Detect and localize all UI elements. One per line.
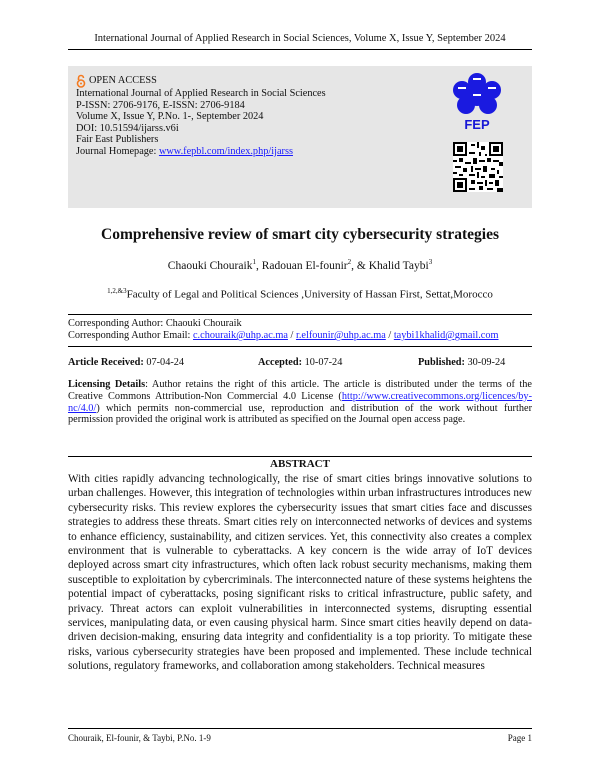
author-1: Chaouki Chouraik — [167, 259, 253, 272]
corresponding-emails — [68, 330, 499, 342]
licensing-text-1: : Author retains the right of this article. The article is distributed under the terms of the Creative Commons Attribution-Non Commercial 4.0 License ( — [68, 379, 532, 402]
publisher: Fair East Publishers — [76, 134, 159, 146]
published-label: Published: — [418, 357, 468, 368]
affiliation-text: Faculty of Legal and Political Sciences ,University of Hassan First, Settat,Morocco — [126, 288, 493, 301]
footer-rule — [68, 728, 532, 729]
accepted-label: Accepted: — [258, 357, 305, 368]
author-3: , & Khalid Taybi — [351, 259, 429, 272]
qr-code-icon — [453, 142, 503, 192]
email-link-1[interactable]: c.chouraik@uhp.ac.ma — [192, 330, 288, 341]
affiliation-sup: 1,2,&3 — [107, 287, 127, 295]
doi: DOI: 10.51594/ijarss.v6i — [76, 122, 179, 134]
author-1-sup: 1 — [252, 258, 256, 266]
abstract-text: With cities rapidly advancing technologically, the rise of smart cities brings innovative solutions to urban challenges. However, this integration of technologies within urban infrastructures introduces new cybersecurity risks. This review explores the cybersecurity issues that smart cities face and discusses strategies to address these threats. Smart cities rely on interconnected networks of devices and systems to enhance efficiency, sustainability, and citizen services. Yet, this connectivity also creates a complex environment that is vulnerable to cyberattacks. A key concern is the wide array of IoT devices deployed across smart city infrastructures, which often lack robust security mechanisms, making them susceptible to exploitation by cybercriminals. The interconnected nature of these systems heightens the potential impact of cyberattacks, posing significant risks to critical infrastructure, public safety, and privacy. Threat actors can exploit vulnerabilities in interconnected systems, disrupting essential services, manipulating data, or even causing physical harm. Since smart cities heavily depend on data-driven decision-making, ensuring data integrity and confidentiality is a top priority. To mitigate these risks, various cybersecurity strategies have been proposed and implemented. These include technical solutions, regulatory frameworks, and collaboration among stakeholders. Technical measures — [68, 473, 533, 673]
corresponding-block — [68, 318, 499, 342]
journal-info — [76, 74, 326, 158]
corresponding-bottom-rule — [68, 346, 532, 347]
journal-name: International Journal of Applied Research in Social Sciences — [76, 88, 326, 99]
licensing-label: Licensing Details — [68, 379, 146, 390]
date-received — [68, 357, 184, 368]
email-link-3[interactable]: taybi1khalid@gmail.com — [393, 330, 499, 341]
affiliation — [0, 287, 600, 301]
running-head: International Journal of Applied Research in Social Sciences, Volume X, Issue Y, September 2024 — [94, 33, 506, 44]
license-link[interactable]: http://www.creativecommons.org/licences/by-nc/4.0/ — [68, 390, 532, 414]
date-accepted — [258, 357, 342, 368]
issn: P-ISSN: 2706-9176, E-ISSN: 2706-9184 — [76, 99, 245, 111]
open-access-icon — [76, 74, 86, 88]
author-line — [0, 258, 600, 272]
email-label: Corresponding Author Email: — [68, 330, 193, 341]
author-3-sup: 3 — [428, 258, 433, 266]
open-access-label: OPEN ACCESS — [89, 75, 157, 87]
email-sep-2: / — [385, 330, 394, 341]
received-label: Article Received: — [68, 357, 147, 368]
paper-title: Comprehensive review of smart city cybersecurity strategies — [101, 226, 499, 243]
received-value: 07-04-24 — [146, 357, 185, 368]
date-published — [418, 357, 505, 368]
corresponding-top-rule — [68, 314, 532, 315]
page-number: Page 1 — [507, 733, 532, 743]
email-sep-1: / — [287, 330, 296, 341]
published-value: 30-09-24 — [467, 357, 506, 368]
licensing-details — [68, 379, 532, 426]
header-rule — [68, 49, 532, 50]
email-link-2[interactable]: r.elfounir@uhp.ac.ma — [295, 330, 386, 341]
homepage-label: Journal Homepage: — [76, 145, 159, 157]
author-2: , Radouan El-founir — [255, 259, 348, 272]
abstract-heading: ABSTRACT — [270, 458, 330, 470]
accepted-value: 10-07-24 — [304, 357, 343, 368]
volume-issue: Volume X, Issue Y, P.No. 1-, September 2024 — [76, 111, 264, 123]
footer-citation: Chouraik, El-founir, & Taybi, P.No. 1-9 — [68, 733, 211, 743]
homepage-line — [76, 146, 326, 158]
licensing-text-2: ) which permits non-commercial use, reproduction and distribution of the work without further permission provided the original work is attributed as specified on the Journal open access page. — [68, 402, 532, 426]
abstract-top-rule — [68, 456, 532, 457]
homepage-link[interactable]: www.fepbl.com/index.php/ijarss — [158, 145, 293, 157]
fep-logo-text: FEP — [464, 117, 490, 132]
author-2-sup: 2 — [347, 258, 352, 266]
corresponding-author: Corresponding Author: Chaouki Chouraik — [68, 318, 242, 329]
